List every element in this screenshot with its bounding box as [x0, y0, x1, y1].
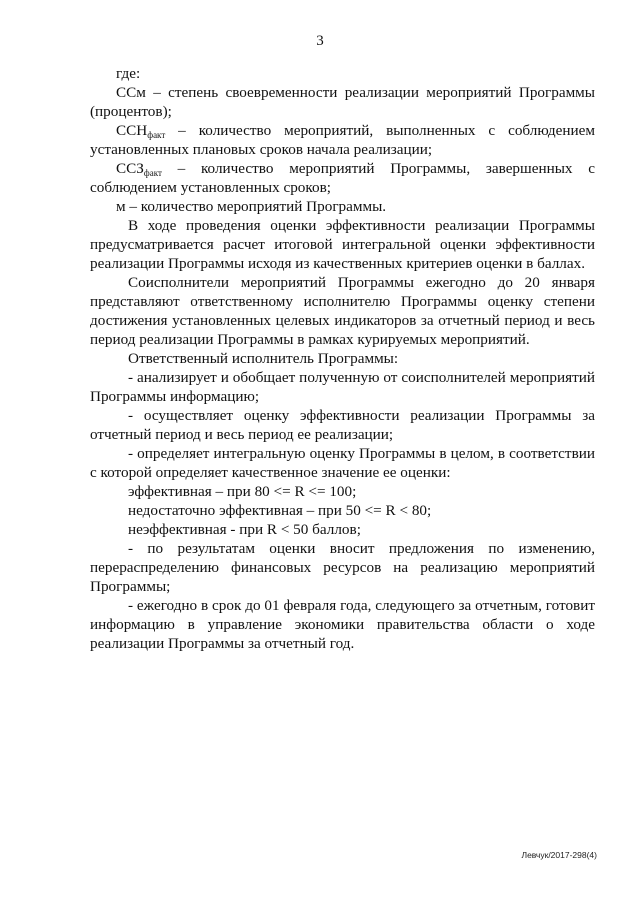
page-number: 3 [316, 33, 324, 49]
document-body [90, 64, 595, 653]
footer-code: Левчук/2017-298(4) [521, 850, 597, 860]
definition-ccn [90, 121, 595, 159]
ccn-subscript: факт [147, 130, 166, 140]
duty-annual-report: - ежегодно в срок до 01 февраля года, следующего за отчетным, готовит информацию в управление экономики правительства области о ходе реализации Программы за отчетный год. [90, 597, 595, 652]
definition-m: м – количество мероприятий Программы. [116, 198, 387, 215]
duty-proposals: - по результатам оценки вносит предложения по изменению, перераспределению финансовых ресурсов на реализацию мероприятий Программы; [90, 540, 595, 595]
ccz-text: – количество мероприятий Программы, завершенных с соблюдением установленных сроков; [90, 160, 595, 196]
ccz-subscript: факт [143, 168, 162, 178]
where-label: где: [116, 65, 141, 82]
paragraph-evaluation: В ходе проведения оценки эффективности реализации Программы предусматривается расчет итоговой интегральной оценки эффективности реализации Программы исходя из качественных критериев оценки в баллах. [90, 217, 595, 272]
duty-evaluates: - осуществляет оценку эффективности реализации Программы за отчетный период и весь период ее реализации; [90, 407, 595, 443]
ccn-text: – количество мероприятий, выполненных с соблюдением установленных плановых сроков начала реализации; [90, 122, 595, 158]
definition-ccm: ССм – степень своевременности реализации мероприятий Программы (процентов); [90, 84, 595, 120]
definition-ccz [90, 159, 595, 197]
duty-analyzes: - анализирует и обобщает полученную от соисполнителей мероприятий Программы информацию; [90, 369, 595, 405]
ccn-symbol: ССН [116, 122, 148, 139]
criterion-effective: эффективная – при 80 <= R <= 100; [128, 483, 357, 500]
criterion-ineffective: неэффективная - при R < 50 баллов; [128, 521, 361, 538]
responsible-executor-heading: Ответственный исполнитель Программы: [128, 350, 399, 367]
duty-determines: - определяет интегральную оценку Программы в целом, в соответствии с которой определяет качественное значение ее оценки: [90, 445, 595, 481]
ccz-symbol: ССЗ [116, 160, 144, 177]
criterion-insufficient: недостаточно эффективная – при 50 <= R < 80; [128, 502, 432, 519]
paragraph-coexecutors: Соисполнители мероприятий Программы ежегодно до 20 января представляют ответственному исполнителю Программы оценку степени достижения установленных целевых индикаторов за отчетный период и весь период реализации Программы в рамках курируемых мероприятий. [90, 274, 595, 348]
